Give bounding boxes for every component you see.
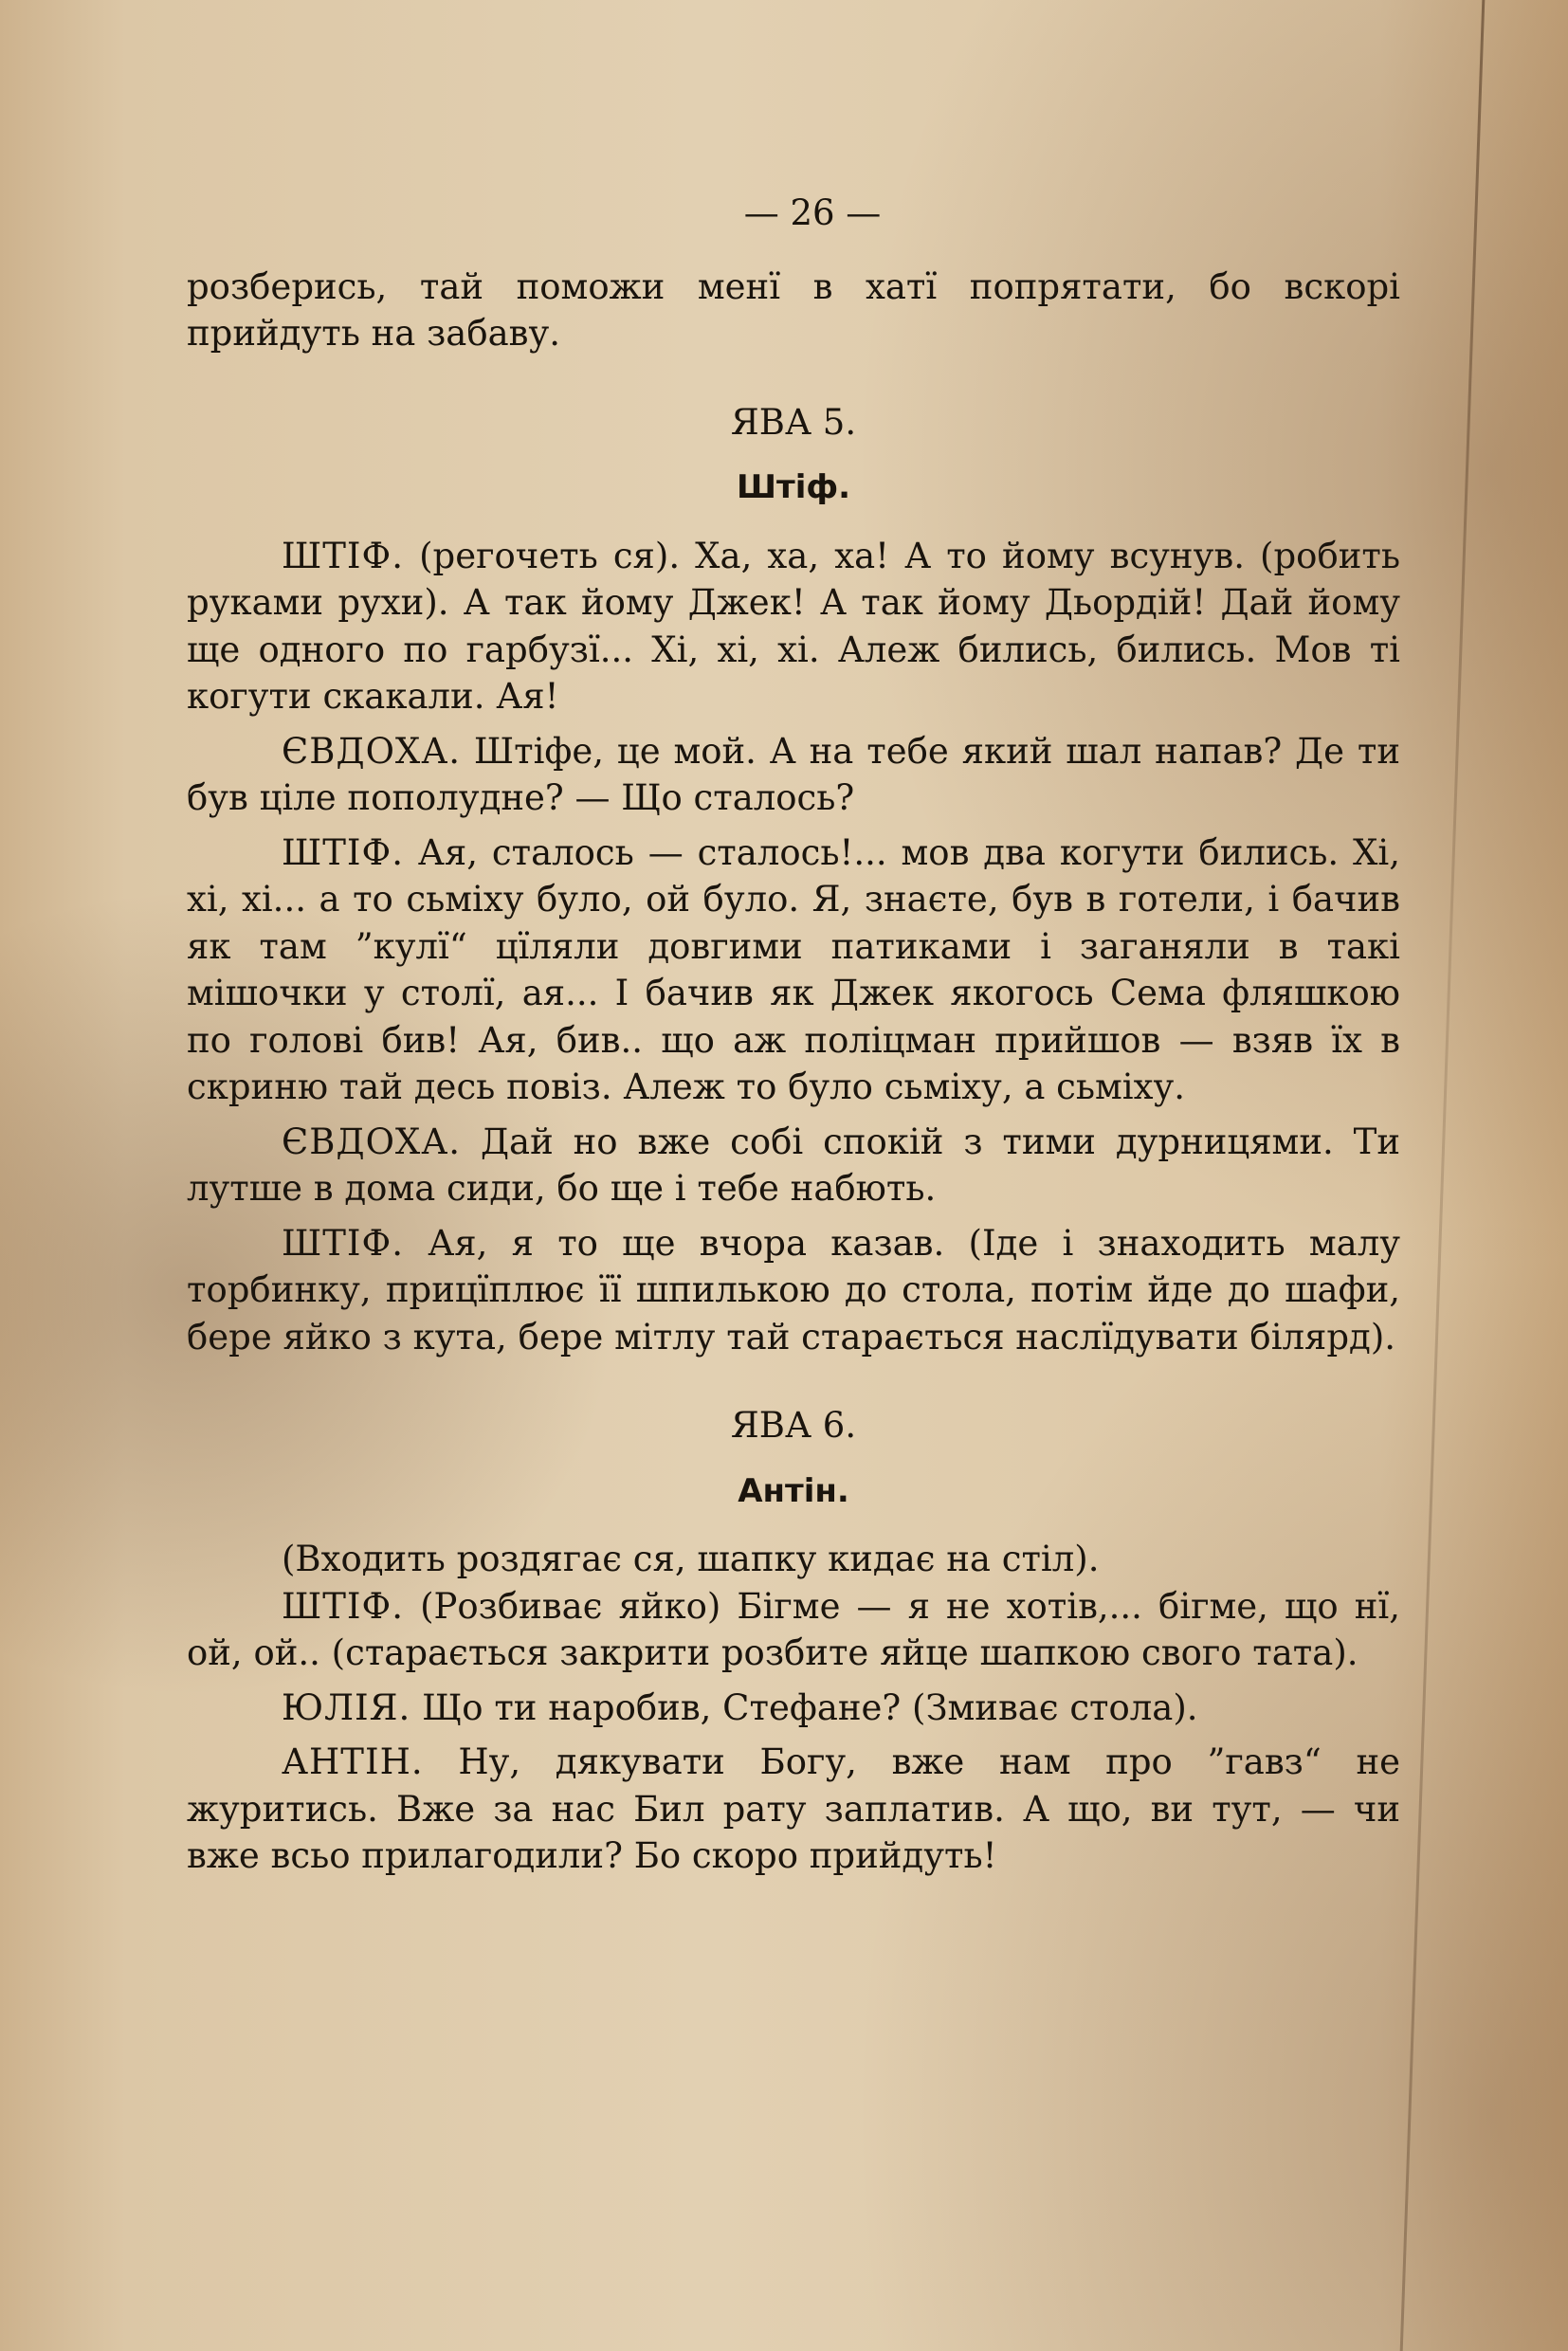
spacer: [187, 1677, 1400, 1685]
speaker-name: ЄВДОХА.: [282, 730, 462, 772]
spacer: [187, 1212, 1400, 1220]
scene-5-character: Штіф.: [736, 468, 850, 506]
speaker-name: АНТІН.: [282, 1741, 424, 1782]
page-tear-edge: [1400, 0, 1486, 2351]
dialogue-paragraph: [187, 1220, 1400, 1361]
speaker-name: ШТІФ.: [282, 831, 404, 873]
dialogue-text: Ая, сталось — сталось!... мов два когути бились. Хі, хі, хі... а то сьміху було, ой було. Я, знаєте, був в готели, і бачив як там ”кулї“ цїляли довгими патиками і заганяли в такі мішочки у столї, ая... І бачив як Джек якогось Сема фляшкою по голові бив! Ая, бив.. що аж поліцман прийшов — взяв їх в скриню тай десь повіз. Алеж то було сьміху, а сьміху.: [187, 831, 1400, 1107]
dialogue-paragraph: [187, 1119, 1400, 1212]
dialogue-paragraph: [187, 533, 1400, 720]
speaker-name: ШТІФ.: [282, 1585, 404, 1627]
speaker-name: ШТІФ.: [282, 535, 404, 576]
dialogue-text: Ая, я то ще вчора казав. (Іде і знаходить малу торбинку, прицїплює її шпилькою до стола, потім йде до шафи, бере яйко з кута, бере мітлу тай старається наслїдувати білярд).: [187, 1222, 1400, 1358]
spacer: [187, 1111, 1400, 1119]
speaker-name: ЮЛІЯ.: [282, 1686, 411, 1728]
dialogue-text: (регочеть ся). Ха, ха, ха! А то йому всунув. (робить руками рухи). А так йому Джек! А так йому Дьордій! Дай йому ще одного по гарбузї... Хі, хі, хі. Алеж бились, бились. Мов ті когути скакали. Ая!: [187, 535, 1400, 717]
speaker-name: ШТІФ.: [282, 1222, 404, 1264]
dialogue-paragraph: [187, 728, 1400, 822]
dialogue-text: Штіфе, це мой. А на тебе який шал напав? Де ти був ціле пополудне? — Що сталось?: [187, 730, 1400, 818]
dialogue-paragraph: [187, 1583, 1400, 1677]
spacer: [187, 1731, 1400, 1739]
paragraph-continuation: розберись, тай поможи менї в хатї попрятати, бо вскорі прийдуть на забаву.: [187, 265, 1400, 354]
dialogue-text: Ну, дякувати Богу, вже нам про ”гавз“ не журитись. Вже за нас Бил рату заплатив. А що, ви тут, — чи вже всьо прилагодили? Бо скоро прийдуть!: [187, 1741, 1400, 1876]
dialogue-text: Що ти наробив, Стефане? (Змиває стола).: [422, 1686, 1198, 1728]
page-number: — 26 —: [743, 192, 882, 233]
stage-direction: (Входить роздягає ся, шапку кидає на стіл).: [282, 1539, 1100, 1579]
dialogue-text: Дай но вже собі спокій з тими дурницями. Ти лутше в дома сиди, бо ще і тебе набють.: [187, 1121, 1400, 1209]
dialogue-paragraph: [187, 1739, 1400, 1880]
spacer: [187, 720, 1400, 728]
scene-6-character: Антін.: [738, 1471, 849, 1510]
dialogue-text: (Розбиває яйко) Бігме — я не хотів,... бігме, що нї, ой, ой.. (старається закрити розбите яйце шапкою свого тата).: [187, 1585, 1400, 1673]
speaker-name: ЄВДОХА.: [282, 1121, 462, 1162]
scene-5-title: ЯВА 5.: [730, 401, 857, 443]
page-text-block: [187, 190, 1400, 1880]
dialogue-paragraph: [187, 1685, 1400, 1732]
dialogue-paragraph: [187, 829, 1400, 1111]
spacer: [187, 822, 1400, 829]
scene-6-title: ЯВА 6.: [730, 1405, 857, 1446]
